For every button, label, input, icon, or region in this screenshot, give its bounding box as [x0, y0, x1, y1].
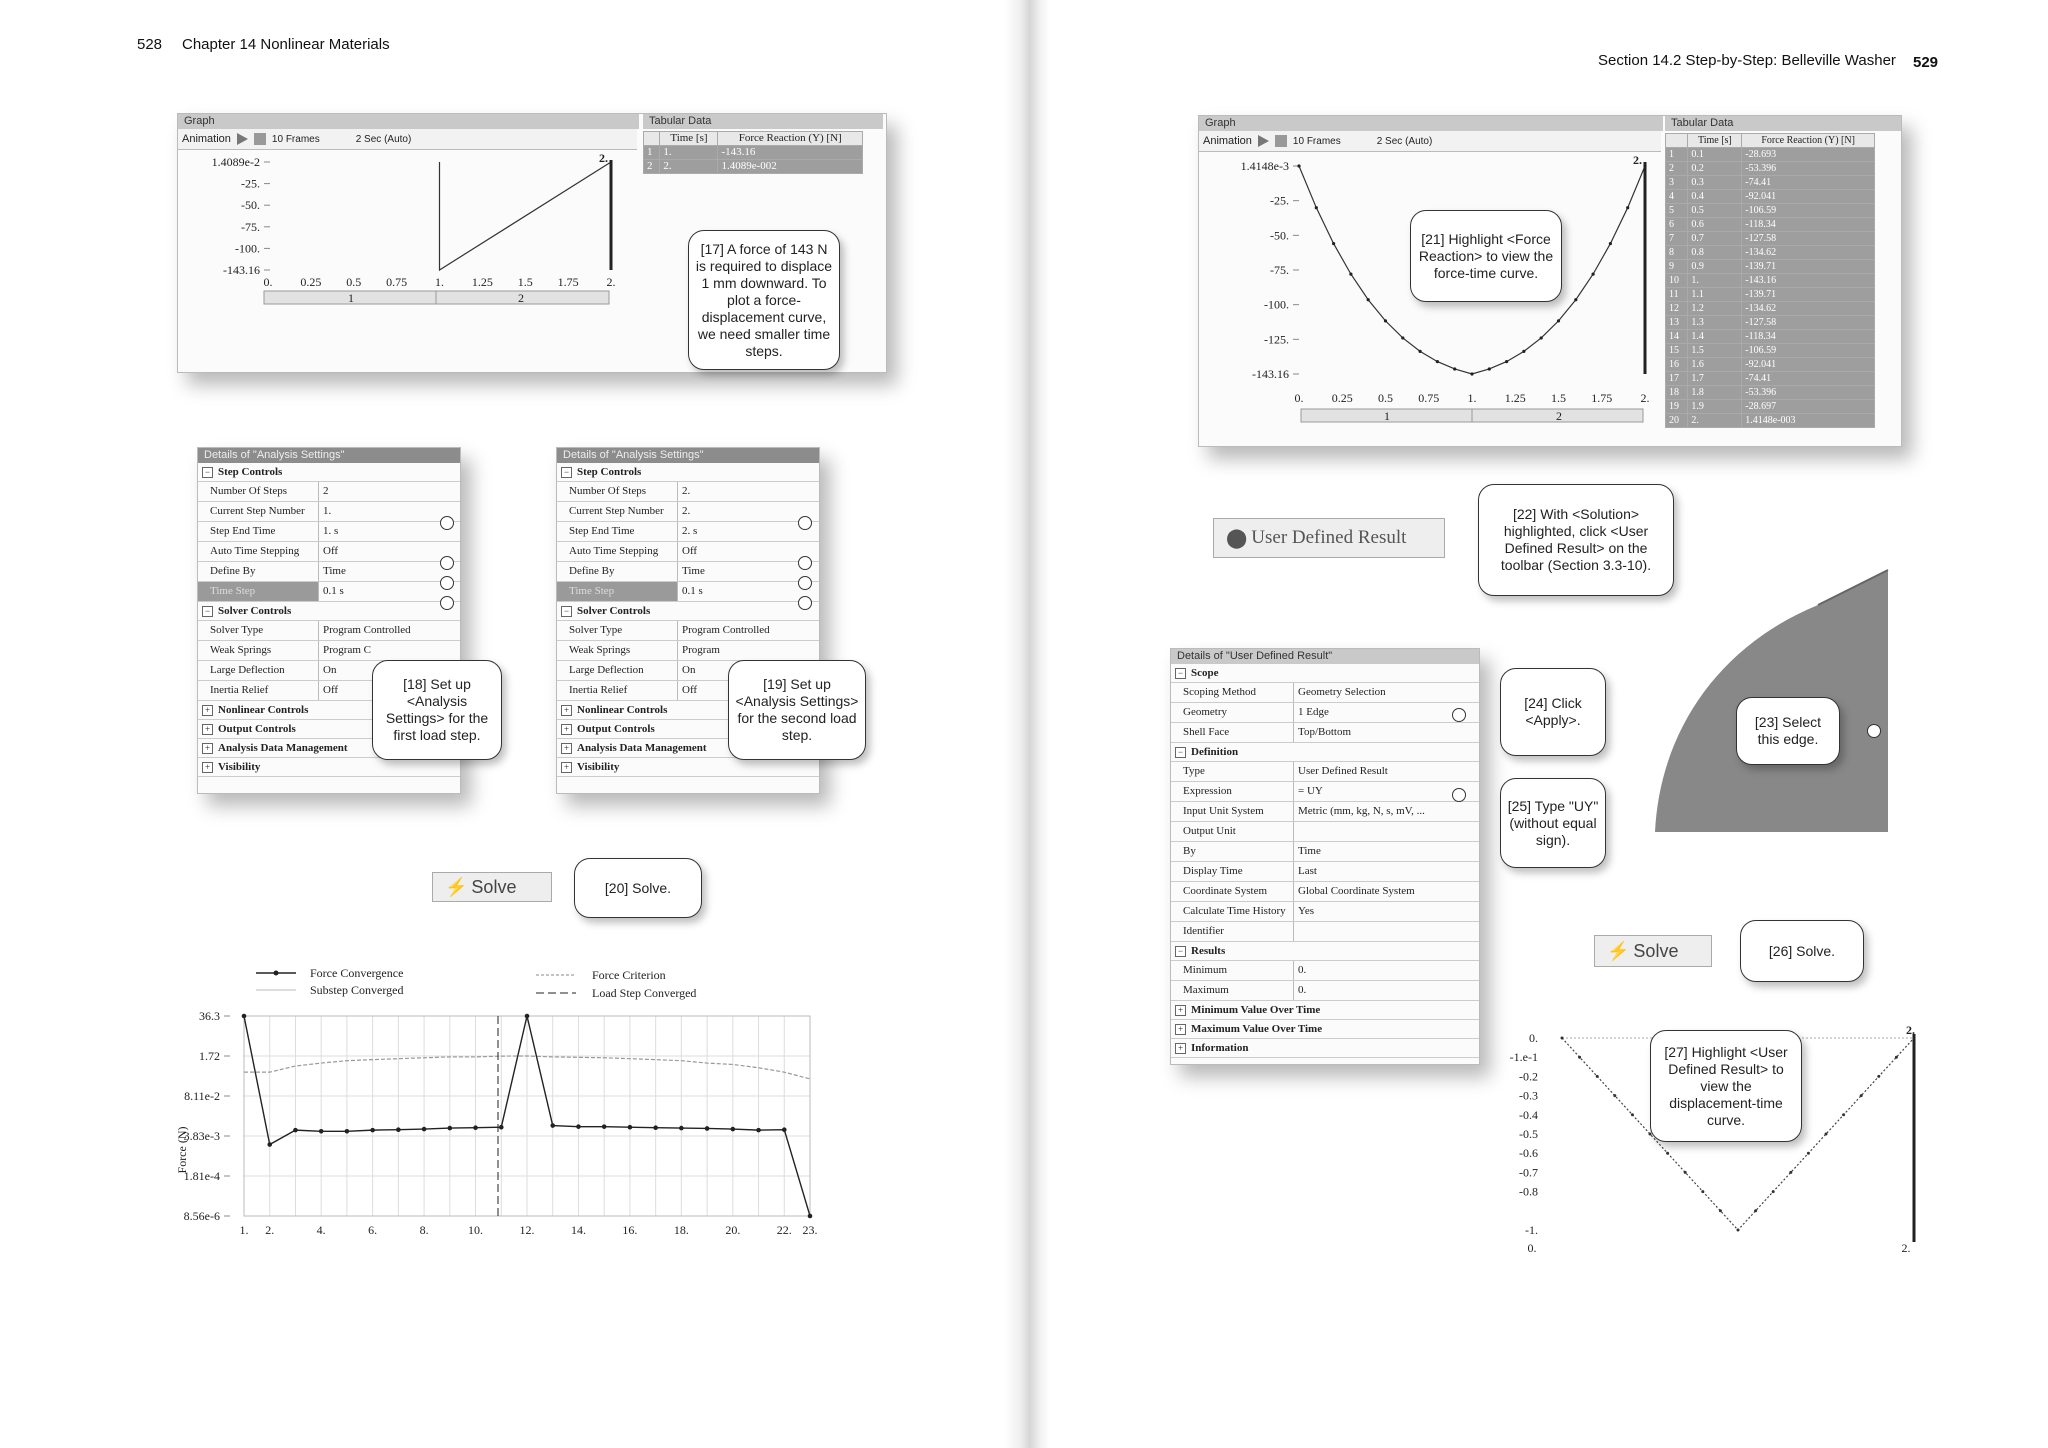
table-row[interactable]: 1 1. -143.16: [644, 146, 863, 160]
x-tick-label: 0.: [1294, 391, 1304, 405]
y-tick-label: 1.4148e-3: [1240, 159, 1289, 173]
convergence-point: [267, 1142, 272, 1147]
time-step-marker: [440, 596, 454, 610]
property-row[interactable]: Output Unit: [1171, 822, 1479, 842]
tabular-title: Tabular Data: [1665, 116, 1901, 131]
data-point: [1666, 1152, 1669, 1155]
y-tick-label: -143.16: [223, 263, 260, 277]
duration-select[interactable]: 2 Sec (Auto): [1376, 135, 1433, 147]
table-row[interactable]: 9 0.9 -139.71: [1666, 260, 1875, 274]
stop-icon[interactable]: [254, 133, 266, 145]
property-row[interactable]: Minimum 0.: [1171, 961, 1479, 981]
y-tick-label: -125.: [1264, 332, 1289, 347]
convergence-chart: [160, 958, 840, 1248]
data-point: [1367, 298, 1370, 301]
data-point: [1578, 1056, 1581, 1059]
details-title: Details of "Analysis Settings": [557, 448, 819, 463]
x-tick-label: 0.5: [1378, 391, 1393, 405]
group-solver[interactable]: − Solver Controls: [557, 602, 819, 621]
property-row[interactable]: Weak Springs Program: [557, 641, 819, 661]
y-tick-label: 36.3: [199, 1009, 220, 1023]
x-tick-label: 1.75: [557, 275, 579, 289]
callout-17: [17] A force of 143 N is required to displace 1 mm downward. To plot a force-displacement curve, we need smaller time steps.: [688, 230, 840, 370]
property-row[interactable]: Weak Springs Program C: [198, 641, 460, 661]
y-tick-label: -143.16: [1252, 367, 1289, 381]
user-result-icon: ⬤: [1226, 527, 1248, 549]
book-gutter: [1005, 0, 1050, 1448]
table-row[interactable]: 1 0.1 -28.693: [1666, 148, 1875, 162]
data-point: [1557, 319, 1560, 322]
data-point: [1631, 1113, 1634, 1116]
y-tick-label: -100.: [235, 241, 260, 256]
geometry-marker: [1452, 708, 1466, 722]
data-point: [1436, 360, 1439, 363]
current-step-marker: [440, 516, 454, 530]
group-visibility[interactable]: + Visibility: [557, 758, 819, 777]
x-tick-label: 1.: [1467, 391, 1477, 405]
x-tick-label: 14.: [570, 1223, 586, 1237]
y-tick-label: 1.81e-4: [183, 1169, 220, 1183]
table-row[interactable]: 4 0.4 -92.041: [1666, 190, 1875, 204]
data-point: [1419, 350, 1422, 353]
convergence-point: [782, 1127, 787, 1132]
force-reaction-line: [440, 162, 612, 270]
property-row[interactable]: Large Deflection On: [198, 661, 460, 681]
animation-toolbar: [178, 129, 637, 150]
group-adm[interactable]: + Analysis Data Management: [557, 739, 819, 758]
y-tick-label: -50.: [241, 198, 260, 213]
details-title: Details of "User Defined Result": [1171, 649, 1479, 664]
data-point: [1453, 367, 1456, 370]
property-row[interactable]: Define By Time: [198, 562, 460, 582]
step-2-label: 2: [1556, 409, 1562, 423]
y-tick-label: -0.6: [1519, 1146, 1538, 1161]
solve-button-1[interactable]: ⚡ Solve: [432, 872, 552, 902]
auto-time-stepping-marker: [798, 556, 812, 570]
data-point: [1596, 1075, 1599, 1078]
data-point: [1789, 1171, 1792, 1174]
group-nonlinear[interactable]: + Nonlinear Controls: [557, 701, 819, 720]
tabular-data-table-1: Time [s] Force Reaction (Y) [N] 1 1. -143.16 2 2. 1.4089e-002: [643, 131, 863, 174]
data-point: [1592, 273, 1595, 276]
convergence-point: [705, 1126, 710, 1131]
table-row[interactable]: 3 0.3 -74.41: [1666, 176, 1875, 190]
table-row[interactable]: 20 2. 1.4148e-003: [1666, 414, 1875, 428]
data-point: [1737, 1229, 1740, 1232]
data-point: [1470, 372, 1473, 375]
legend-load-step-converged: Load Step Converged: [592, 986, 697, 1000]
table-row[interactable]: 17 1.7 -74.41: [1666, 372, 1875, 386]
property-row[interactable]: Time Step 0.1 s: [198, 582, 460, 602]
y-tick-label: -1.: [1525, 1223, 1538, 1237]
table-row[interactable]: 7 0.7 -127.58: [1666, 232, 1875, 246]
group-step[interactable]: − Step Controls: [198, 463, 460, 482]
force-time-chart-1: [178, 152, 636, 372]
property-row[interactable]: Display Time Last: [1171, 862, 1479, 882]
group-min_over[interactable]: + Minimum Value Over Time: [1171, 1001, 1479, 1020]
convergence-point: [731, 1127, 736, 1132]
x-tick-label: 4.: [316, 1223, 326, 1237]
left-page-number: 528: [137, 36, 163, 53]
step-1-label: 1: [1384, 409, 1390, 423]
x-tick-label: 0.25: [1331, 391, 1353, 405]
x-tick-label: 1.25: [471, 275, 493, 289]
x-tick-label: 2.: [1640, 391, 1650, 405]
table-row[interactable]: 16 1.6 -92.041: [1666, 358, 1875, 372]
data-point: [1609, 242, 1612, 245]
group-solver[interactable]: − Solver Controls: [198, 602, 460, 621]
data-point: [1754, 1209, 1757, 1212]
x-tick-label: 10.: [468, 1223, 484, 1237]
y-tick-label: 8.11e-2: [184, 1089, 220, 1103]
y-tick-label: -75.: [1270, 263, 1289, 277]
data-point: [1772, 1190, 1775, 1193]
x-tick-label: 2.: [606, 275, 616, 289]
property-row[interactable]: Current Step Number 2.: [557, 502, 819, 522]
group-definition[interactable]: − Definition: [1171, 743, 1479, 762]
convergence-point: [422, 1127, 427, 1132]
convergence-point: [242, 1014, 247, 1019]
property-row[interactable]: Number Of Steps 2: [198, 482, 460, 502]
data-point: [1842, 1113, 1845, 1116]
convergence-point: [628, 1125, 633, 1130]
data-point: [1540, 336, 1543, 339]
table-row[interactable]: 8 0.8 -134.62: [1666, 246, 1875, 260]
frames-select[interactable]: 10 Frames: [271, 133, 320, 145]
convergence-point: [473, 1125, 478, 1130]
callout-27: [27] Highlight <User Defined Result> to view the displacement-time curve.: [1650, 1030, 1802, 1142]
property-row[interactable]: Maximum 0.: [1171, 981, 1479, 1001]
y-tick-label: 1.72: [199, 1049, 220, 1063]
x-tick-label: 2.: [265, 1223, 275, 1237]
y-tick-label: -0.8: [1519, 1184, 1538, 1199]
animation-toolbar: [1199, 131, 1661, 152]
x-tick-label: 1.5: [1551, 391, 1566, 405]
auto-time-stepping-marker: [440, 556, 454, 570]
play-icon[interactable]: [1258, 135, 1269, 147]
table-row[interactable]: 18 1.8 -53.396: [1666, 386, 1875, 400]
y-tick-label: -1.e-1: [1509, 1050, 1538, 1065]
data-point: [1807, 1152, 1810, 1155]
convergence-point: [576, 1124, 581, 1129]
property-row[interactable]: Calculate Time History Yes: [1171, 902, 1479, 922]
property-row[interactable]: Large Deflection On: [557, 661, 819, 681]
time-step-marker: [798, 596, 812, 610]
y-tick-label: 8.56e-6: [183, 1209, 220, 1223]
define-by-marker: [798, 576, 812, 590]
y-tick-label: 1.4089e-2: [211, 155, 260, 169]
end-value-label: 2.: [1906, 1023, 1915, 1037]
animation-label: Animation: [1203, 135, 1252, 147]
group-adm[interactable]: + Analysis Data Management: [198, 739, 460, 758]
data-point: [1349, 273, 1352, 276]
group-output[interactable]: + Output Controls: [198, 720, 460, 739]
property-row[interactable]: Number Of Steps 2.: [557, 482, 819, 502]
play-icon[interactable]: [237, 133, 248, 145]
y-tick-label: 3.83e-3: [183, 1129, 220, 1143]
callout-25: [25] Type "UY" (without equal sign).: [1500, 778, 1606, 868]
user-defined-result-button[interactable]: ⬤ User Defined Result: [1213, 518, 1445, 558]
legend-force-criterion: Force Criterion: [592, 968, 666, 982]
table-row[interactable]: 13 1.3 -127.58: [1666, 316, 1875, 330]
convergence-point: [653, 1125, 658, 1130]
frames-select[interactable]: 10 Frames: [1292, 135, 1341, 147]
property-row[interactable]: Inertia Relief Off: [557, 681, 819, 701]
lightning-icon: ⚡: [1607, 940, 1630, 961]
property-row[interactable]: Auto Time Stepping Off: [198, 542, 460, 562]
property-row[interactable]: Type User Defined Result: [1171, 762, 1479, 782]
data-point: [1488, 367, 1491, 370]
x-tick-label: 12.: [519, 1223, 535, 1237]
table-row[interactable]: 2 0.2 -53.396: [1666, 162, 1875, 176]
end-value-label: 2.: [599, 152, 608, 165]
legend-substep-converged: Substep Converged: [310, 983, 404, 997]
convergence-point: [293, 1128, 298, 1133]
x-tick-label: 0.75: [1418, 391, 1440, 405]
data-point: [1522, 350, 1525, 353]
group-results[interactable]: − Results: [1171, 942, 1479, 961]
convergence-point: [448, 1126, 453, 1131]
data-point: [1384, 319, 1387, 322]
property-row[interactable]: Step End Time 2. s: [557, 522, 819, 542]
y-tick-label: -75.: [241, 219, 260, 234]
solve-button-2[interactable]: ⚡ Solve: [1594, 935, 1712, 967]
callout-26: [26] Solve.: [1740, 920, 1864, 982]
duration-select[interactable]: 2 Sec (Auto): [355, 133, 412, 145]
table-row[interactable]: 15 1.5 -106.59: [1666, 344, 1875, 358]
x-tick-label: 1.: [435, 275, 444, 289]
x-tick-label: 0.: [1527, 1241, 1537, 1255]
chapter-title: Chapter 14 Nonlinear Materials: [182, 36, 390, 53]
data-point: [1505, 360, 1508, 363]
data-point: [1401, 336, 1404, 339]
table-row[interactable]: 2 2. 1.4089e-002: [644, 160, 863, 174]
table-row[interactable]: 14 1.4 -118.34: [1666, 330, 1875, 344]
convergence-point: [396, 1127, 401, 1132]
convergence-point: [345, 1129, 350, 1134]
x-tick-label: 16.: [622, 1223, 638, 1237]
property-row[interactable]: Current Step Number 1.: [198, 502, 460, 522]
convergence-point: [550, 1123, 555, 1128]
animation-label: Animation: [182, 133, 231, 145]
property-row[interactable]: Scoping Method Geometry Selection: [1171, 683, 1479, 703]
stop-icon[interactable]: [1275, 135, 1287, 147]
x-tick-label: 1.5: [517, 275, 533, 289]
lightning-icon: ⚡: [445, 876, 468, 897]
x-tick-label: 6.: [368, 1223, 378, 1237]
callout-24: [24] Click <Apply>.: [1500, 668, 1606, 756]
data-point: [1315, 206, 1318, 209]
y-tick-label: -0.2: [1519, 1069, 1538, 1084]
callout-22: [22] With <Solution> highlighted, click <User Defined Result> on the toolbar (Section 3.3-10).: [1478, 484, 1674, 596]
data-point: [1332, 242, 1335, 245]
data-point: [1684, 1171, 1687, 1174]
x-tick-label: 0.75: [386, 275, 408, 289]
expression-marker: [1452, 788, 1466, 802]
convergence-point: [370, 1128, 375, 1133]
table-row[interactable]: 11 1.1 -139.71: [1666, 288, 1875, 302]
x-tick-label: 1.25: [1504, 391, 1526, 405]
data-point: [1613, 1094, 1616, 1097]
callout-20: [20] Solve.: [574, 858, 702, 918]
x-tick-label: 1.: [239, 1223, 249, 1237]
data-point: [1701, 1190, 1704, 1193]
data-point: [1860, 1094, 1863, 1097]
x-tick-label: 0.: [263, 275, 273, 289]
callout-23: [23] Select this edge.: [1736, 697, 1840, 765]
group-nonlinear[interactable]: + Nonlinear Controls: [198, 701, 460, 720]
x-tick-label: 22.: [776, 1223, 792, 1237]
section-title: Section 14.2 Step-by-Step: Belleville Washer: [1598, 52, 1896, 69]
convergence-point: [679, 1126, 684, 1131]
data-point: [1895, 1056, 1898, 1059]
property-row[interactable]: Expression = UY: [1171, 782, 1479, 802]
convergence-point: [525, 1014, 530, 1019]
graph-title: Graph: [178, 114, 639, 129]
table-row[interactable]: 10 1. -143.16: [1666, 274, 1875, 288]
convergence-point: [808, 1214, 813, 1219]
callout-21: [21] Highlight <Force Reaction> to view the force-time curve.: [1410, 210, 1562, 302]
x-tick-label: 0.5: [346, 275, 362, 289]
table-row[interactable]: 19 1.9 -28.697: [1666, 400, 1875, 414]
data-point: [1561, 1037, 1564, 1040]
group-scope[interactable]: − Scope: [1171, 664, 1479, 683]
end-value-label: 2.: [1633, 154, 1642, 167]
y-tick-label: 0.: [1529, 1031, 1538, 1045]
group-output[interactable]: + Output Controls: [557, 720, 819, 739]
define-by-marker: [440, 576, 454, 590]
data-point: [1297, 164, 1300, 167]
callout-18: [18] Set up <Analysis Settings> for the first load step.: [372, 660, 502, 760]
x-tick-label: 0.25: [300, 275, 322, 289]
y-tick-label: -25.: [241, 176, 260, 191]
property-row[interactable]: Solver Type Program Controlled: [557, 621, 819, 641]
data-point: [1719, 1209, 1722, 1212]
property-row[interactable]: Step End Time 1. s: [198, 522, 460, 542]
property-row[interactable]: Input Unit System Metric (mm, kg, N, s, mV, ...: [1171, 802, 1479, 822]
x-tick-label: 20.: [725, 1223, 741, 1237]
y-tick-label: -0.5: [1519, 1127, 1538, 1141]
table-row[interactable]: 5 0.5 -106.59: [1666, 204, 1875, 218]
step-2-label: 2: [518, 291, 524, 305]
right-page-number: 529: [1913, 54, 1939, 71]
property-row[interactable]: Coordinate System Global Coordinate System: [1171, 882, 1479, 902]
property-row[interactable]: Solver Type Program Controlled: [198, 621, 460, 641]
legend-force-convergence: Force Convergence: [310, 966, 404, 980]
y-axis-label: Force (N): [175, 1126, 189, 1174]
convergence-point: [319, 1129, 324, 1134]
y-tick-label: -100.: [1264, 297, 1289, 312]
y-tick-label: -0.7: [1519, 1165, 1538, 1180]
x-tick-label: 2.: [1901, 1241, 1911, 1255]
udr-details-panel: [1170, 648, 1480, 1065]
tabular-data-table-2: Time [s] Force Reaction (Y) [N] 1 0.1 -28.693 2 0.2 -53.396 3 0.3 -74.41 4 0.4 -92.041 5 0.5 -106.59 6 0.6 -118.34 7 0.7 -127.58 8 0.8 -134.62 9 0.9 -139.71 10 1. -143.16 11 1.1 -139.71 12 1.2 -134.62 13 1.3 -127.58 14 1.4 -118.34 15 1.5 -106.59 16 1.6 -92.041 17 1.7 -74.41 18 1.8 -53.396 19 1.9 -28.697 20 2. 1.4148e-003: [1665, 133, 1875, 428]
x-tick-label: 8.: [419, 1223, 429, 1237]
data-point: [1626, 206, 1629, 209]
details-title: Details of "Analysis Settings": [198, 448, 460, 463]
convergence-point: [499, 1125, 504, 1130]
property-row[interactable]: Identifier: [1171, 922, 1479, 942]
property-row[interactable]: Auto Time Stepping Off: [557, 542, 819, 562]
data-point: [1574, 298, 1577, 301]
property-row[interactable]: Geometry 1 Edge: [1171, 703, 1479, 723]
property-row[interactable]: Time Step 0.1 s: [557, 582, 819, 602]
property-row[interactable]: Inertia Relief Off: [198, 681, 460, 701]
convergence-point: [756, 1128, 761, 1133]
group-step[interactable]: − Step Controls: [557, 463, 819, 482]
data-point: [1877, 1075, 1880, 1078]
x-tick-label: 18.: [673, 1223, 689, 1237]
table-row[interactable]: 12 1.2 -134.62: [1666, 302, 1875, 316]
step-1-label: 1: [348, 291, 354, 305]
y-tick-label: -50.: [1270, 228, 1289, 243]
convergence-point: [602, 1124, 607, 1129]
graph-title: Graph: [1199, 116, 1663, 131]
x-tick-label: 23.: [802, 1223, 818, 1237]
group-visibility[interactable]: + Visibility: [198, 758, 460, 777]
tabular-title: Tabular Data: [643, 114, 883, 129]
property-row[interactable]: By Time: [1171, 842, 1479, 862]
group-info[interactable]: + Information: [1171, 1039, 1479, 1058]
y-tick-label: -0.4: [1519, 1107, 1538, 1122]
data-point: [1825, 1133, 1828, 1136]
callout-19: [19] Set up <Analysis Settings> for the second load step.: [728, 660, 866, 760]
x-tick-label: 1.75: [1591, 391, 1613, 405]
table-row[interactable]: 6 0.6 -118.34: [1666, 218, 1875, 232]
current-step-marker: [798, 516, 812, 530]
y-tick-label: -0.3: [1519, 1088, 1538, 1103]
property-row[interactable]: Define By Time: [557, 562, 819, 582]
edge-marker: [1867, 724, 1881, 738]
group-max_over[interactable]: + Maximum Value Over Time: [1171, 1020, 1479, 1039]
y-tick-label: -25.: [1270, 193, 1289, 208]
property-row[interactable]: Shell Face Top/Bottom: [1171, 723, 1479, 743]
